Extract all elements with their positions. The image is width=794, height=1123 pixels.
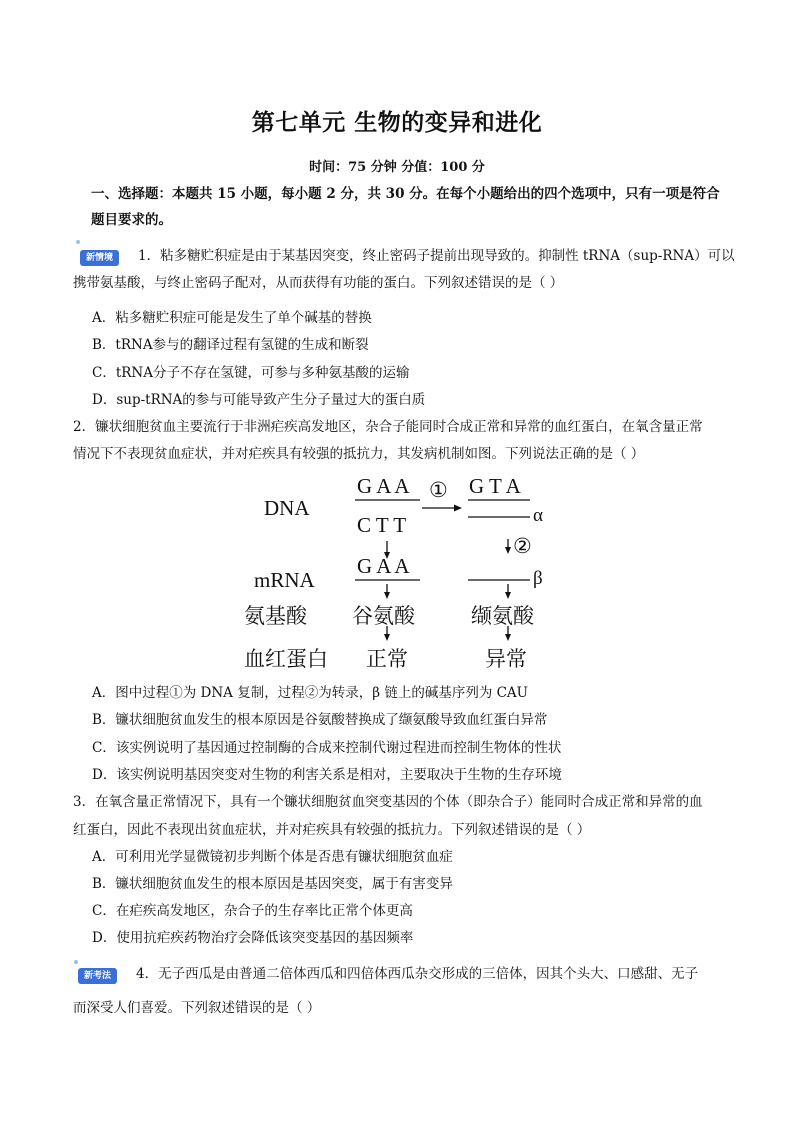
section-heading-line1: 一、选择题：本题共 15 小题，每小题 2 分，共 30 分。在每个小题给出的四个选项中，只有一项是符合 — [91, 186, 720, 202]
beta-label: β — [533, 568, 543, 589]
q1-option-c: C．tRNA分子不存在氢键，可参与多种氨基酸的运输 — [92, 365, 410, 381]
q4-stem-line2: 而深受人们喜爱。下列叙述错误的是（ ） — [73, 1000, 321, 1016]
hemoglobin-label: 血红蛋白 — [244, 647, 328, 671]
mutant-strand: G T A — [469, 474, 521, 498]
q2-stem-line2: 情况下不表现贫血症状，并对疟疾具有较强的抵抗力，其发病机制如图。下列说法正确的是（ ） — [73, 446, 645, 462]
right-arrowhead-2-icon — [505, 592, 511, 599]
alpha-label: α — [533, 505, 543, 526]
q1-option-d: D．sup-tRNA的参与可能导致产生分子量过大的蛋白质 — [92, 392, 426, 408]
q1-option-b: B．tRNA参与的翻译过程有氢键的生成和断裂 — [92, 337, 369, 353]
badge-dot-icon — [74, 960, 78, 964]
q3-option-c: C．在疟疾高发地区，杂合子的生存率比正常个体更高 — [92, 903, 413, 919]
mrna-codon: G A A — [357, 554, 410, 578]
q3-option-d: D．使用抗疟疾药物治疗会降低该突变基因的基因频率 — [92, 930, 414, 946]
mrna-label: mRNA — [254, 568, 315, 592]
new-context-badge: 新情境 — [80, 250, 119, 266]
q2-option-b: B．镰状细胞贫血发生的根本原因是谷氨酸替换成了缬氨酸导致血红蛋白异常 — [92, 712, 548, 728]
mutant-amino-acid: 缬氨酸 — [471, 604, 534, 628]
q2-option-a: A．图中过程①为 DNA 复制，过程②为转录，β 链上的碱基序列为 CAU — [92, 685, 529, 701]
left-arrowhead-3-icon — [384, 634, 390, 641]
mutant-protein: 异常 — [485, 647, 527, 671]
q2-stem-line1: 2．镰状细胞贫血主要流行于非洲疟疾高发地区，杂合子能同时合成正常和异常的血红蛋白，在氧含量正常 — [73, 419, 703, 435]
q3-option-a: A．可利用光学显微镜初步判断个体是否患有镰状细胞贫血症 — [92, 849, 453, 865]
new-method-badge: 新考法 — [78, 968, 117, 984]
dna-top-strand: G A A — [357, 474, 410, 498]
page-title: 第七单元 生物的变异和进化 — [251, 110, 543, 136]
step2-marker: ② — [513, 534, 532, 558]
dna-bottom-strand: C T T — [357, 513, 407, 537]
normal-amino-acid: 谷氨酸 — [352, 604, 415, 628]
q3-stem-line2: 红蛋白，因此不表现出贫血症状，并对疟疾具有较强的抵抗力。下列叙述错误的是（ ） — [73, 822, 591, 838]
exam-meta: 时间：75 分钟 分值：100 分 — [309, 160, 485, 175]
step1-marker: ① — [429, 478, 448, 502]
q1-stem-line2: 携带氨基酸，与终止密码子配对，从而获得有功能的蛋白。下列叙述错误的是（ ） — [73, 275, 564, 291]
q2-option-c: C．该实例说明了基因通过控制酶的合成来控制代谢过程进而控制生物体的性状 — [92, 740, 562, 756]
dna-label: DNA — [264, 496, 310, 520]
q3-stem-line1: 3．在氧含量正常情况下，具有一个镰状细胞贫血突变基因的个体（即杂合子）能同时合成正常和异常的血 — [73, 794, 703, 810]
q3-option-b: B．镰状细胞贫血发生的根本原因是基因突变，属于有害变异 — [92, 876, 453, 892]
amino-acid-label: 氨基酸 — [244, 604, 307, 628]
q2-option-d: D．该实例说明基因突变对生物的利害关系是相对，主要取决于生物的生存环境 — [92, 767, 562, 783]
q1-stem-line1: 1．粘多糖贮积症是由于某基因突变，终止密码子提前出现导致的。抑制性 tRNA（sup-RNA）可以 — [138, 248, 735, 264]
normal-protein: 正常 — [366, 647, 408, 671]
q1-option-a: A．粘多糖贮积症可能是发生了单个碱基的替换 — [92, 310, 372, 326]
step1-arrowhead-icon — [454, 505, 462, 512]
right-arrowhead-1-icon — [505, 547, 511, 554]
q4-stem-line1: 4．无子西瓜是由普通二倍体西瓜和四倍体西瓜杂交形成的三倍体，因其个头大、口感甜、无子 — [136, 966, 699, 982]
right-arrowhead-3-icon — [505, 634, 511, 641]
left-arrowhead-2-icon — [384, 592, 390, 599]
section-heading-line2: 题目要求的。 — [91, 212, 172, 228]
